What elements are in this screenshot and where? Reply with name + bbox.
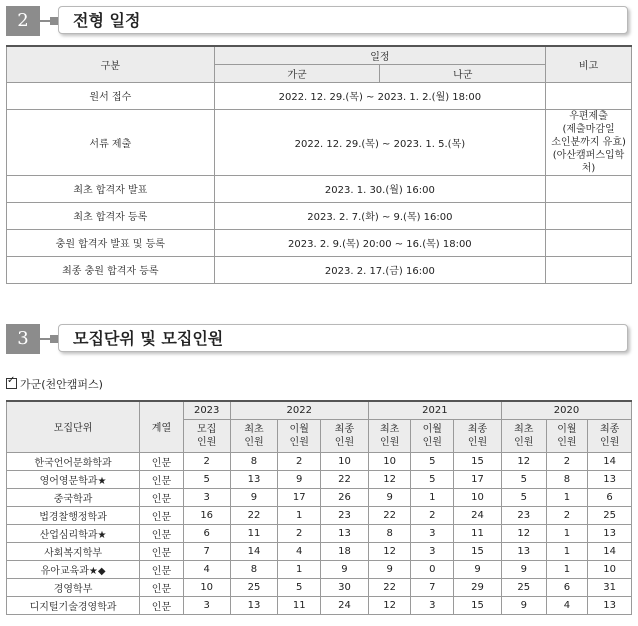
value-cell: 5 <box>278 578 321 596</box>
value-cell: 5 <box>183 470 230 488</box>
value-cell: 8 <box>546 470 588 488</box>
unit-cell: 법경찰행정학과 <box>7 506 140 524</box>
value-cell: 5 <box>411 452 454 470</box>
value-cell: 10 <box>321 452 369 470</box>
unit-cell: 중국학과 <box>7 488 140 506</box>
unit-cell: 영어영문학과★ <box>7 470 140 488</box>
header-sub: 이월 인원 <box>411 419 454 452</box>
row-label: 원서 접수 <box>7 82 215 109</box>
header-sub: 최종 인원 <box>321 419 369 452</box>
note-line: (제출마감일 <box>562 123 615 135</box>
value-cell: 2 <box>183 452 230 470</box>
recruitment-table <box>6 400 632 615</box>
note-line: 소인분까지 유효) <box>551 136 626 148</box>
value-cell: 31 <box>588 578 632 596</box>
value-cell: 11 <box>230 524 278 542</box>
header-sub: 모집 인원 <box>183 419 230 452</box>
value-cell: 3 <box>411 596 454 614</box>
value-cell: 2 <box>546 506 588 524</box>
value-cell: 18 <box>321 542 369 560</box>
value-cell: 17 <box>278 488 321 506</box>
schedule-table <box>6 45 632 284</box>
table-row <box>7 470 632 488</box>
row-date: 2023. 2. 17.(금) 16:00 <box>214 256 545 283</box>
row-label: 최종 충원 합격자 등록 <box>7 256 215 283</box>
value-cell: 10 <box>454 488 502 506</box>
section-number: 2 <box>6 6 40 36</box>
table-row <box>7 524 632 542</box>
value-cell: 13 <box>501 542 546 560</box>
header-sub: 최초 인원 <box>368 419 411 452</box>
value-cell: 11 <box>454 524 502 542</box>
track-cell: 인문 <box>140 488 184 506</box>
header-sub: 최종 인원 <box>588 419 632 452</box>
value-cell: 6 <box>546 578 588 596</box>
value-cell: 1 <box>411 488 454 506</box>
value-cell: 30 <box>321 578 369 596</box>
section-3-header <box>6 324 632 354</box>
header-track: 계열 <box>140 401 184 452</box>
value-cell: 22 <box>368 578 411 596</box>
header-sub: 이월 인원 <box>546 419 588 452</box>
value-cell: 8 <box>230 452 278 470</box>
value-cell: 15 <box>454 542 502 560</box>
track-cell: 인문 <box>140 542 184 560</box>
value-cell: 2 <box>546 452 588 470</box>
value-cell: 0 <box>411 560 454 578</box>
value-cell: 1 <box>278 506 321 524</box>
row-date: 2022. 12. 29.(목) ~ 2023. 1. 2.(월) 18:00 <box>214 82 545 109</box>
value-cell: 24 <box>321 596 369 614</box>
value-cell: 15 <box>454 452 502 470</box>
value-cell: 9 <box>501 596 546 614</box>
value-cell: 8 <box>230 560 278 578</box>
value-cell: 13 <box>230 596 278 614</box>
track-cell: 인문 <box>140 470 184 488</box>
section-2-header <box>6 6 632 36</box>
header-sub: 이월 인원 <box>278 419 321 452</box>
value-cell: 22 <box>321 470 369 488</box>
value-cell: 16 <box>183 506 230 524</box>
value-cell: 12 <box>368 470 411 488</box>
row-date: 2023. 2. 9.(목) 20:00 ~ 16.(목) 18:00 <box>214 229 545 256</box>
row-label: 최초 합격자 발표 <box>7 175 215 202</box>
table-row <box>7 229 632 256</box>
value-cell: 12 <box>368 542 411 560</box>
header-note: 비고 <box>546 46 632 82</box>
value-cell: 17 <box>454 470 502 488</box>
value-cell: 25 <box>230 578 278 596</box>
note-line: (아산캠퍼스입학처) <box>552 149 625 174</box>
value-cell: 13 <box>321 524 369 542</box>
value-cell: 1 <box>546 542 588 560</box>
row-label: 최초 합격자 등록 <box>7 202 215 229</box>
value-cell: 11 <box>278 596 321 614</box>
unit-cell: 사회복지학부 <box>7 542 140 560</box>
row-note <box>546 109 632 175</box>
value-cell: 15 <box>454 596 502 614</box>
value-cell: 5 <box>501 488 546 506</box>
section-title: 전형 일정 <box>58 6 628 34</box>
value-cell: 26 <box>321 488 369 506</box>
unit-cell: 산업심리학과★ <box>7 524 140 542</box>
header-schedule: 일정 <box>214 46 545 64</box>
value-cell: 5 <box>411 470 454 488</box>
value-cell: 8 <box>368 524 411 542</box>
table-row <box>7 560 632 578</box>
row-note <box>546 256 632 283</box>
row-note <box>546 82 632 109</box>
row-note <box>546 229 632 256</box>
table-row <box>7 82 632 109</box>
campus-label <box>6 376 103 392</box>
row-label: 서류 제출 <box>7 109 215 175</box>
value-cell: 2 <box>278 452 321 470</box>
value-cell: 3 <box>411 542 454 560</box>
header-sub: 최초 인원 <box>230 419 278 452</box>
value-cell: 2 <box>278 524 321 542</box>
value-cell: 22 <box>230 506 278 524</box>
track-cell: 인문 <box>140 578 184 596</box>
row-date: 2023. 2. 7.(화) ~ 9.(목) 16:00 <box>214 202 545 229</box>
table-row <box>7 452 632 470</box>
header-unit: 모집단위 <box>7 401 140 452</box>
value-cell: 9 <box>501 560 546 578</box>
value-cell: 12 <box>368 596 411 614</box>
value-cell: 13 <box>588 596 632 614</box>
value-cell: 1 <box>546 560 588 578</box>
value-cell: 24 <box>454 506 502 524</box>
value-cell: 9 <box>368 560 411 578</box>
table-row <box>7 578 632 596</box>
campus-label-text: 가군(천안캠퍼스) <box>20 378 103 391</box>
table-row <box>7 109 632 175</box>
value-cell: 3 <box>183 596 230 614</box>
connector-dot <box>50 335 58 343</box>
value-cell: 6 <box>588 488 632 506</box>
unit-cell: 유아교육과★◆ <box>7 560 140 578</box>
value-cell: 7 <box>183 542 230 560</box>
track-cell: 인문 <box>140 560 184 578</box>
unit-cell: 경영학부 <box>7 578 140 596</box>
value-cell: 12 <box>501 524 546 542</box>
value-cell: 1 <box>278 560 321 578</box>
header-ga: 가군 <box>214 64 380 82</box>
value-cell: 3 <box>183 488 230 506</box>
unit-cell: 디지털기술경영학과 <box>7 596 140 614</box>
value-cell: 23 <box>321 506 369 524</box>
value-cell: 14 <box>588 452 632 470</box>
value-cell: 10 <box>183 578 230 596</box>
value-cell: 2 <box>411 506 454 524</box>
track-cell: 인문 <box>140 452 184 470</box>
header-year: 2021 <box>368 401 501 419</box>
section-number: 3 <box>6 324 40 354</box>
header-sub: 최초 인원 <box>501 419 546 452</box>
table-row <box>7 175 632 202</box>
header-na: 나군 <box>380 64 546 82</box>
value-cell: 14 <box>588 542 632 560</box>
value-cell: 6 <box>183 524 230 542</box>
value-cell: 10 <box>588 560 632 578</box>
table-row <box>7 202 632 229</box>
connector-dot <box>50 17 58 25</box>
value-cell: 4 <box>183 560 230 578</box>
value-cell: 3 <box>411 524 454 542</box>
value-cell: 9 <box>321 560 369 578</box>
value-cell: 23 <box>501 506 546 524</box>
value-cell: 9 <box>454 560 502 578</box>
row-date: 2022. 12. 29.(목) ~ 2023. 1. 5.(목) <box>214 109 545 175</box>
header-sub: 최종 인원 <box>454 419 502 452</box>
value-cell: 7 <box>411 578 454 596</box>
table-row <box>7 542 632 560</box>
table-row <box>7 488 632 506</box>
track-cell: 인문 <box>140 506 184 524</box>
unit-cell: 한국언어문화학과 <box>7 452 140 470</box>
header-category: 구분 <box>7 46 215 82</box>
value-cell: 5 <box>501 470 546 488</box>
value-cell: 13 <box>230 470 278 488</box>
value-cell: 25 <box>588 506 632 524</box>
row-note <box>546 202 632 229</box>
value-cell: 29 <box>454 578 502 596</box>
table-row <box>7 256 632 283</box>
value-cell: 4 <box>278 542 321 560</box>
track-cell: 인문 <box>140 524 184 542</box>
row-note <box>546 175 632 202</box>
row-label: 충원 합격자 발표 및 등록 <box>7 229 215 256</box>
value-cell: 9 <box>368 488 411 506</box>
header-year: 2023 <box>183 401 230 419</box>
value-cell: 1 <box>546 524 588 542</box>
note-line: 우편제출 <box>569 110 608 122</box>
value-cell: 9 <box>278 470 321 488</box>
value-cell: 9 <box>230 488 278 506</box>
value-cell: 13 <box>588 524 632 542</box>
checkbox-icon <box>6 378 17 389</box>
value-cell: 22 <box>368 506 411 524</box>
table-row <box>7 506 632 524</box>
value-cell: 25 <box>501 578 546 596</box>
header-year: 2020 <box>501 401 631 419</box>
value-cell: 12 <box>501 452 546 470</box>
section-title: 모집단위 및 모집인원 <box>58 324 628 352</box>
value-cell: 4 <box>546 596 588 614</box>
value-cell: 10 <box>368 452 411 470</box>
value-cell: 1 <box>546 488 588 506</box>
header-year: 2022 <box>230 401 368 419</box>
table-row <box>7 596 632 614</box>
track-cell: 인문 <box>140 596 184 614</box>
value-cell: 14 <box>230 542 278 560</box>
value-cell: 13 <box>588 470 632 488</box>
row-date: 2023. 1. 30.(월) 16:00 <box>214 175 545 202</box>
